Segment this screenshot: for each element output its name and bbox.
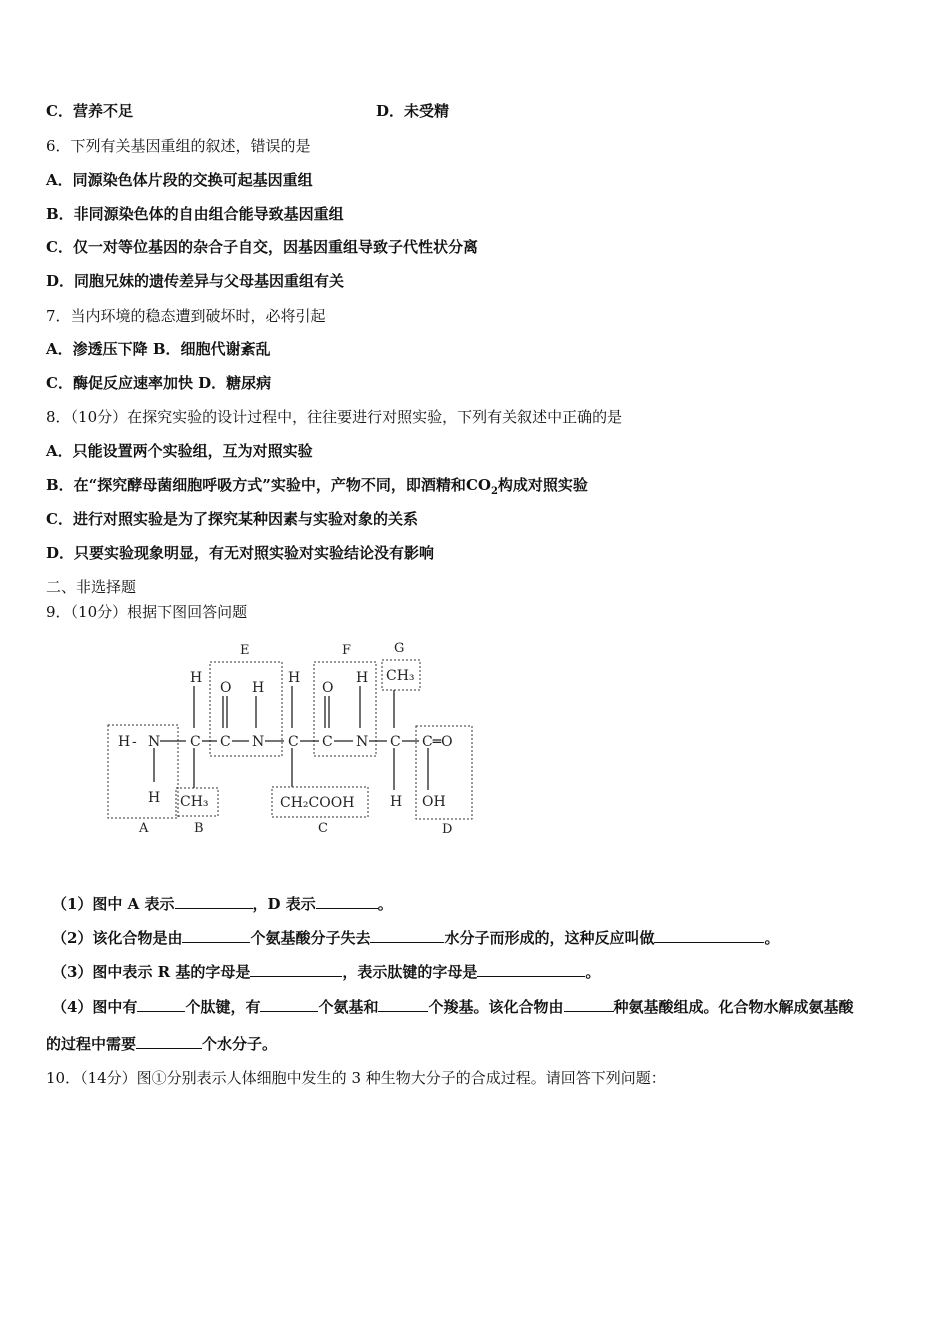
amide-n1: N xyxy=(252,734,265,750)
alpha-h2: H xyxy=(288,670,301,686)
alpha-h1: H xyxy=(190,670,203,686)
carbonyl-o1: O xyxy=(220,680,232,696)
answer-blank[interactable] xyxy=(370,928,444,943)
amino-h: H xyxy=(118,734,131,750)
answer-blank[interactable] xyxy=(260,997,318,1012)
carbonyl-c1: C xyxy=(220,734,231,750)
label-d: D xyxy=(442,822,453,837)
q6-option-d: D．同胞兄妹的遗传差异与父母基因重组有关 xyxy=(46,272,345,290)
alpha-c2: C xyxy=(288,734,299,750)
answer-blank[interactable] xyxy=(477,962,585,977)
answer-blank[interactable] xyxy=(250,962,342,977)
amide-h1: H xyxy=(252,680,265,696)
answer-blank[interactable] xyxy=(564,997,614,1012)
carbonyl-o2: O xyxy=(322,680,334,696)
q7-stem: 7．当内环境的稳态遭到破坏时，必将引起 xyxy=(46,307,326,325)
answer-blank[interactable] xyxy=(378,997,428,1012)
q7-options-cd: C．酶促反应速率加快 D．糖尿病 xyxy=(46,374,272,392)
amide-h2: H xyxy=(356,670,369,686)
q9-part4: （4）图中有 个肽键，有 个氨基和 个羧基。该化合物由 种氨基酸组成。化合物水解成氨基酸 xyxy=(52,998,854,1016)
q8-option-c: C．进行对照实验是为了探究某种因素与实验对象的关系 xyxy=(46,510,418,528)
answer-blank[interactable] xyxy=(316,894,378,909)
q9-part4-cont: 的过程中需要 个水分子。 xyxy=(46,1035,278,1053)
q8-option-a: A．只能设置两个实验组，互为对照实验 xyxy=(46,442,313,460)
amino-h2: H xyxy=(148,790,161,806)
q9-part2: （2）该化合物是由 个氨基酸分子失去 水分子而形成的，这种反应叫做 。 xyxy=(52,929,780,947)
label-a: A xyxy=(139,821,149,836)
answer-blank[interactable] xyxy=(182,928,250,943)
label-e: E xyxy=(240,643,250,658)
co2-formula: $CO_2$ xyxy=(465,476,498,497)
amino-n: N xyxy=(148,734,161,750)
q8-option-b-text: B．在“探究酵母菌细胞呼吸方式”实验中，产物不同，即酒精和 xyxy=(46,476,466,494)
alpha-c1: C xyxy=(190,734,201,750)
carbonyl-c2: C xyxy=(322,734,333,750)
q9-stem: 9．（10分）根据下图回答问题 xyxy=(46,603,248,621)
q5-option-c: C．营养不足 xyxy=(46,102,133,120)
q10-stem: 10．（14分）图①分别表示人体细胞中发生的 3 种生物大分子的合成过程。请回答下列问题： xyxy=(46,1069,666,1087)
label-c: C xyxy=(318,821,328,836)
q5-option-d: D．未受精 xyxy=(376,102,450,120)
q6-option-c: C．仅一对等位基因的杂合子自交，因基因重组导致子代性状分离 xyxy=(46,238,478,256)
carboxyl-oh: OH xyxy=(422,794,446,810)
answer-blank[interactable] xyxy=(136,1034,202,1049)
alpha-h3: H xyxy=(390,794,403,810)
q6-option-a: A．同源染色体片段的交换可起基因重组 xyxy=(46,171,313,189)
peptide-structure-diagram xyxy=(44,630,484,850)
ch2cooh: CH₂COOH xyxy=(280,795,355,811)
q8-stem: 8．（10分）在探究实验的设计过程中，往往要进行对照实验，下列有关叙述中正确的是 xyxy=(46,408,623,426)
carboxyl-c: C═O xyxy=(422,734,453,750)
answer-blank[interactable] xyxy=(654,928,764,943)
q8-option-b-tail: 构成对照实验 xyxy=(497,476,588,494)
q6-stem: 6．下列有关基因重组的叙述，错误的是 xyxy=(46,137,311,155)
ch3-b: CH₃ xyxy=(180,794,209,810)
ch3-g: CH₃ xyxy=(386,668,415,684)
section-heading: 二、非选择题 xyxy=(46,578,137,596)
q8-option-d: D．只要实验现象明显，有无对照实验对实验结论没有影响 xyxy=(46,544,435,562)
q8-option-b xyxy=(46,475,588,502)
label-b: B xyxy=(194,821,204,836)
q6-option-b: B．非同源染色体的自由组合能导致基因重组 xyxy=(46,205,344,223)
q9-part1: （1）图中 A 表示 ，D 表示 。 xyxy=(52,895,393,913)
answer-blank[interactable] xyxy=(137,997,185,1012)
label-f: F xyxy=(342,643,352,658)
amide-n2: N xyxy=(356,734,369,750)
label-g: G xyxy=(394,641,405,656)
answer-blank[interactable] xyxy=(175,894,253,909)
alpha-c3: C xyxy=(390,734,401,750)
q7-options-ab: A．渗透压下降 B．细胞代谢紊乱 xyxy=(46,340,271,358)
q9-part3: （3）图中表示 R 基的字母是 ，表示肽键的字母是 。 xyxy=(52,963,601,981)
amino-dash: - xyxy=(132,734,137,750)
